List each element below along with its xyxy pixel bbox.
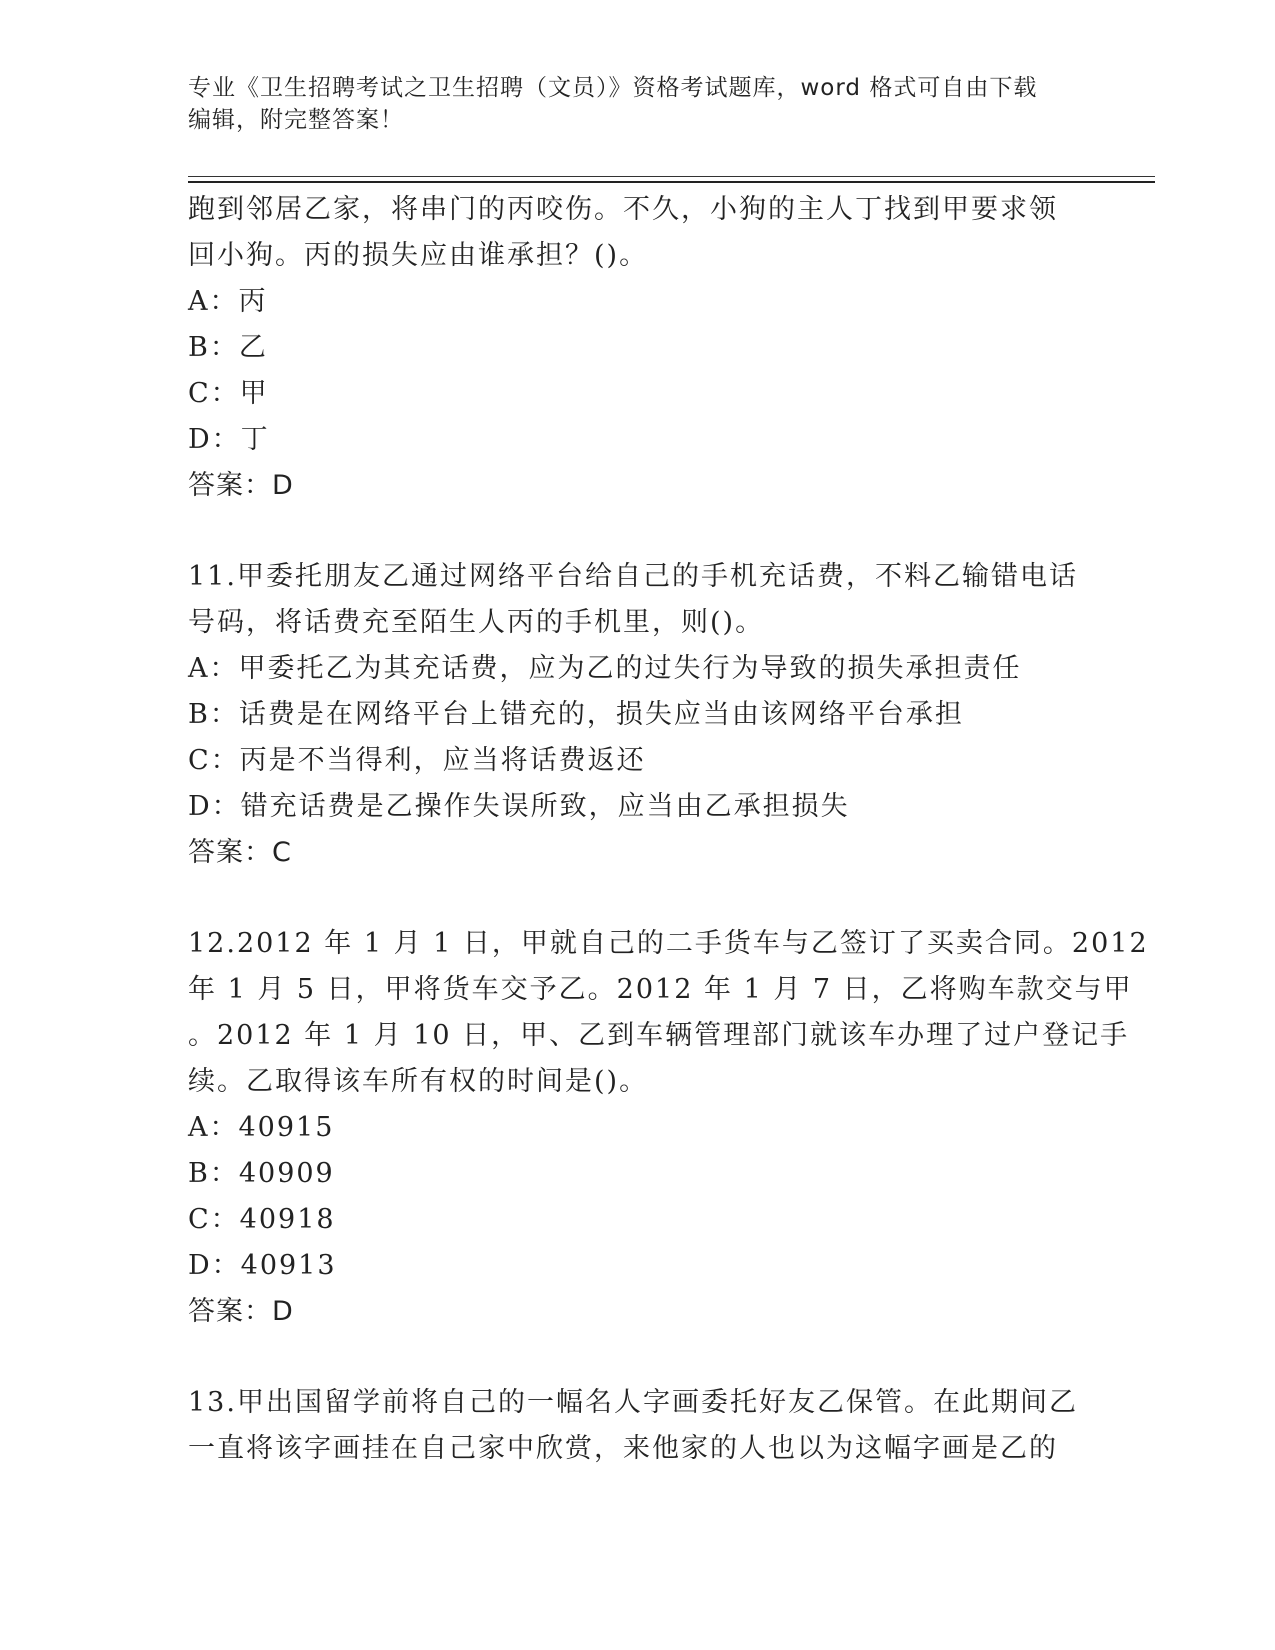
option-a: A：甲委托乙为其充话费，应为乙的过失行为导致的损失承担责任 <box>188 653 1022 684</box>
question-stem-line: 年 1 月 5 日，甲将货车交予乙。2012 年 1 月 7 日，乙将购车款交与甲 <box>188 974 1133 1005</box>
option-b: B：话费是在网络平台上错充的，损失应当由该网络平台承担 <box>188 699 964 730</box>
header-title-line-1: 专业《卫生招聘考试之卫生招聘（文员）》资格考试题库，word 格式可自由下载 <box>188 75 1038 101</box>
question-stem-line: 。2012 年 1 月 10 日，甲、乙到车辆管理部门就该车办理了过户登记手 <box>188 1020 1130 1051</box>
option-d: D：丁 <box>188 424 270 455</box>
option-a: A：40915 <box>188 1112 335 1143</box>
question-stem-line: 12.2012 年 1 月 1 日，甲就自己的二手货车与乙签订了买卖合同。2012 <box>188 928 1149 959</box>
question-stem-line: 跑到邻居乙家，将串门的丙咬伤。不久，小狗的主人丁找到甲要求领 <box>188 194 1058 225</box>
question-stem-line: 11.甲委托朋友乙通过网络平台给自己的手机充话费，不料乙输错电话 <box>188 561 1078 592</box>
question-13 <box>188 1380 1088 1472</box>
question-stem-line: 13.甲出国留学前将自己的一幅名人字画委托好友乙保管。在此期间乙 <box>188 1387 1078 1418</box>
answer-line: 答案：D <box>188 1296 294 1327</box>
header-divider-thick <box>188 181 1155 183</box>
answer-line: 答案：C <box>188 837 292 868</box>
question-content <box>188 187 1149 1472</box>
option-b: B：40909 <box>188 1158 335 1189</box>
answer-line: 答案：D <box>188 470 294 501</box>
option-d: D：错充话费是乙操作失误所致，应当由乙承担损失 <box>188 791 850 822</box>
question-stem-line: 续。乙取得该车所有权的时间是()。 <box>188 1066 649 1097</box>
option-c: C：甲 <box>188 378 269 409</box>
question-stem-line: 回小狗。丙的损失应由谁承担？()。 <box>188 240 649 271</box>
option-d: D：40913 <box>188 1250 337 1281</box>
option-a: A：丙 <box>188 286 268 317</box>
option-b: B：乙 <box>188 332 268 363</box>
question-11 <box>188 554 1088 876</box>
header-title-line-2: 编辑，附完整答案！ <box>188 107 404 133</box>
question-stem-line: 号码，将话费充至陌生人丙的手机里，则()。 <box>188 607 765 638</box>
question-10 <box>188 187 1088 509</box>
option-c: C：丙是不当得利，应当将话费返还 <box>188 745 646 776</box>
option-c: C：40918 <box>188 1204 336 1235</box>
header-divider-thin <box>188 176 1155 177</box>
question-stem-line: 一直将该字画挂在自己家中欣赏，来他家的人也以为这幅字画是乙的 <box>188 1433 1058 1464</box>
document-header <box>188 72 1088 136</box>
question-12 <box>188 921 1149 1335</box>
